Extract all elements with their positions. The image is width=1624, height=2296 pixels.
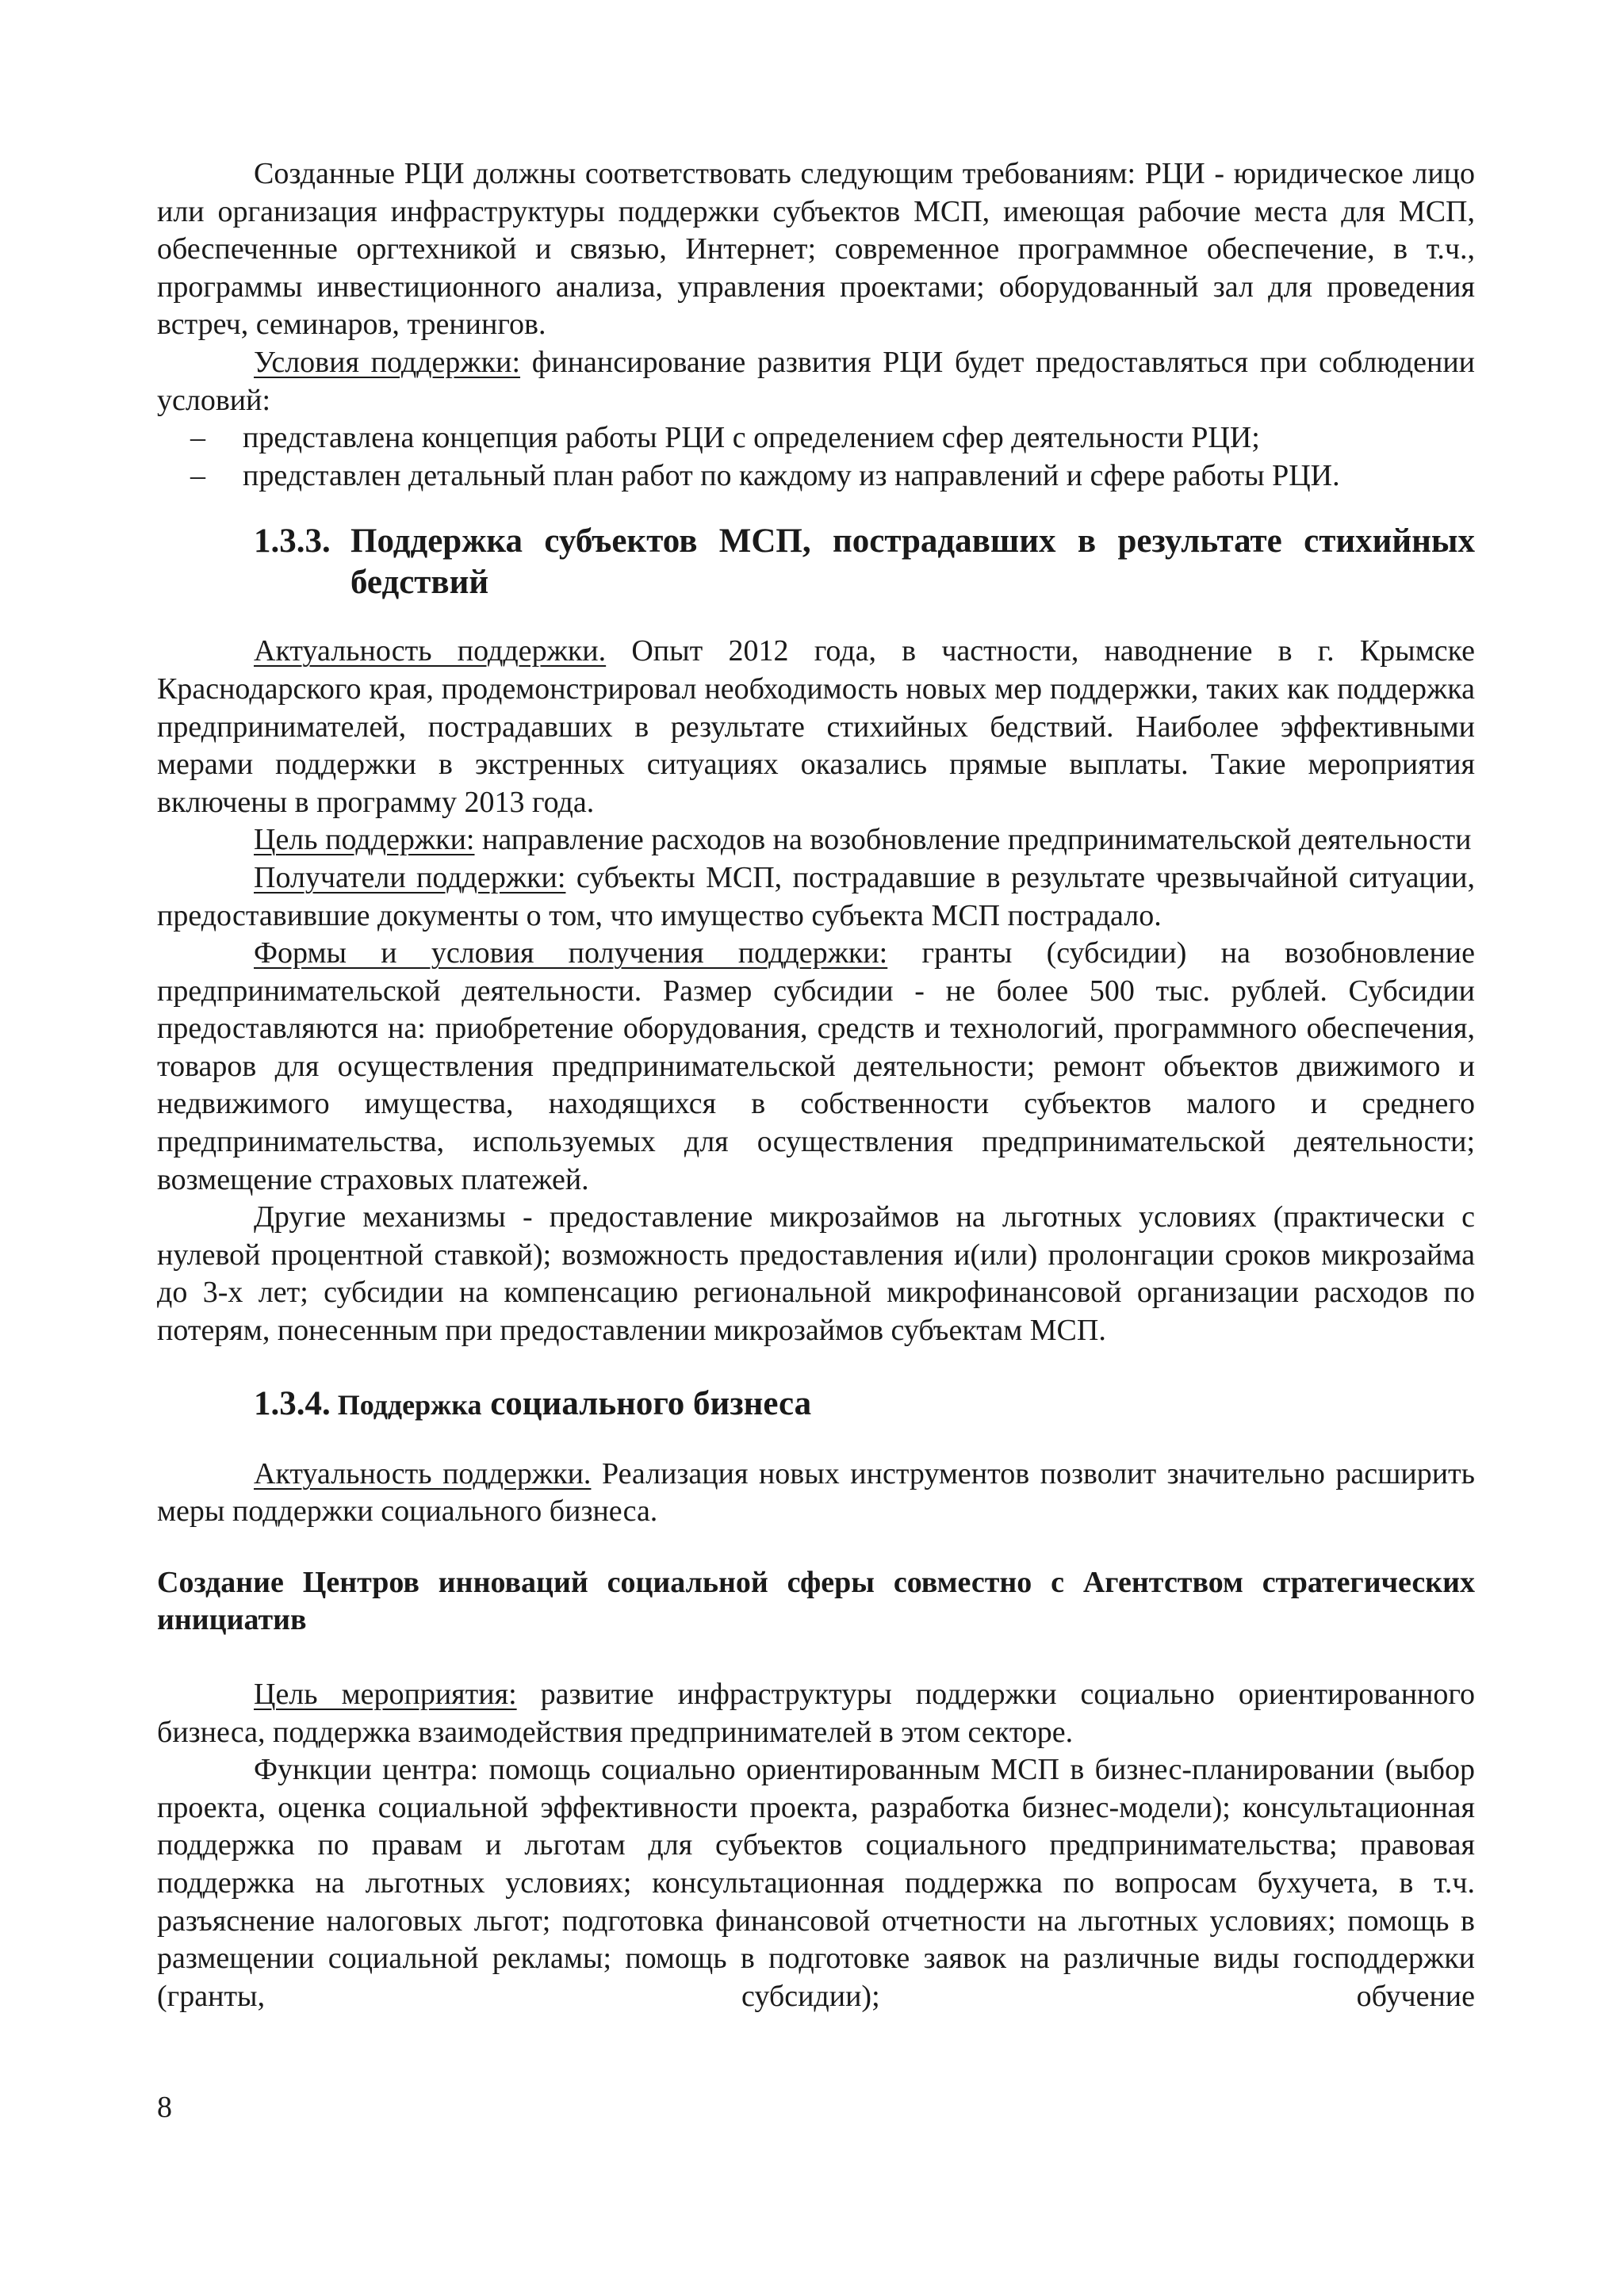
goal-label: Цель мероприятия:	[254, 1678, 517, 1711]
paragraph-event-goal: Цель мероприятия: развитие инфраструктуры поддержки социально ориентированного бизнеса, поддержка взаимодействия предпринимателей в этом секторе.	[157, 1678, 1476, 1749]
subheading-innovation-centers: Создание Центров инноваций социальной сферы совместно с Агентством стратегических инициатив	[157, 1565, 1475, 1637]
page-body	[157, 155, 1475, 2015]
section-title-rest: социального бизнеса	[481, 1384, 812, 1422]
paragraph-support-conditions	[157, 344, 1475, 419]
conditions-label: Условия поддержки:	[254, 345, 521, 379]
section-number: 1.3.3.	[254, 522, 331, 561]
goal-label: Цель поддержки:	[254, 823, 475, 857]
paragraph-recipients: Получатели поддержки: субъекты МСП, пострадавшие в результате чрезвычайной ситуации, предоставившие документы о том, что имущество субъекта МСП пострадало.	[157, 860, 1475, 932]
paragraph-center-functions: Функции центра: помощь социально ориентированным МСП в бизнес-планировании (выбор проекта, оценка социальной эффективности проекта, разработка бизнес-модели); консультационная поддержка по правам и льготам для субъектов социального предпринимательства; правовая поддержка на льготных условиях; консультационная поддержка по вопросам бухучета, в т.ч. разъяснение налоговых льгот; подготовка финансовой отчетности на льготных условиях; помощь в размещении социальной рекламы; помощь в подготовке заявок на различные виды господдержки (гранты, субсидии); обучение	[157, 1753, 1475, 2013]
dash-bullet: –	[190, 421, 205, 455]
forms-label: Формы и условия получения поддержки:	[254, 936, 888, 970]
list-item: – представлена концепция работы РЦИ с определением сфер деятельности РЦИ;	[157, 419, 1475, 457]
relevance-label: Актуальность поддержки.	[254, 1456, 592, 1490]
paragraph-forms: Формы и условия получения поддержки: гранты (субсидии) на возобновление предпринимательской деятельности. Размер субсидии - не более 500 тыс. рублей. Субсидии предоставляются на: приобретение оборудования, средств и технологий, программного обеспечения, товаров для осуществления предпринимательской деятельности; ремонт объектов движимого и недвижимого имущества, находящихся в собственности субъектов малого и среднего предпринимательства, используемых для осуществления предпринимательской деятельности; возмещение страховых платежей.	[157, 936, 1475, 1196]
page-number: 8	[157, 2091, 172, 2124]
section-title: Поддержка субъектов МСП, пострадавших в результате стихийных бедствий	[350, 522, 1475, 602]
paragraph-relevance: Актуальность поддержки. Опыт 2012 года, в частности, наводнение в г. Крымске Краснодарского края, продемонстрировал необходимость новых мер поддержки, таких как поддержка предпринимателей, пострадавших в результате стихийных бедствий. Наиболее эффективными мерами поддержки в экстренных ситуациях оказались прямые выплаты. Такие мероприятия включены в программу 2013 года.	[157, 634, 1475, 819]
section-number: 1.3.4.	[254, 1384, 331, 1422]
paragraph-social-relevance: Актуальность поддержки. Реализация новых инструментов позволит значительно расширить меры поддержки социального бизнеса.	[157, 1456, 1475, 1529]
relevance-label: Актуальность поддержки.	[254, 634, 607, 668]
section-heading-1-3-4	[157, 1383, 1475, 1425]
section-heading-1-3-3	[157, 521, 1475, 603]
dash-bullet: –	[190, 458, 205, 492]
list-item: – представлен детальный план работ по каждому из направлений и сфере работы РЦИ.	[157, 457, 1475, 496]
paragraph-other-mechanisms: Другие механизмы - предоставление микрозаймов на льготных условиях (практически с нулевой процентной ставкой); возможность предоставления и(или) пролонгации сроков микрозайма до 3-х лет; субсидии на компенсацию региональной микрофинансовой организации расходов по потерям, понесенным при предоставлении микрозаймов субъектам МСП.	[157, 1200, 1475, 1348]
recipients-label: Получатели поддержки:	[254, 860, 566, 894]
section-title-small: Поддержка	[330, 1388, 482, 1421]
conditions-list	[157, 419, 1475, 495]
conditions-text: финансирование развития РЦИ будет предоставляться при соблюдении условий:	[157, 345, 1475, 417]
paragraph-rci-requirements: Созданные РЦИ должны соответствовать следующим требованиям: РЦИ - юридическое лицо или организация инфраструктуры поддержки субъектов МСП, имеющая рабочие места для МСП, обеспеченные оргтехникой и связью, Интернет; современное программное обеспечение, в т.ч., программы инвестиционного анализа, управления проектами; оборудованный зал для проведения встреч, семинаров, тренингов.	[157, 157, 1475, 342]
paragraph-goal: Цель поддержки: направление расходов на возобновление предпринимательской деятельности	[254, 823, 1472, 857]
